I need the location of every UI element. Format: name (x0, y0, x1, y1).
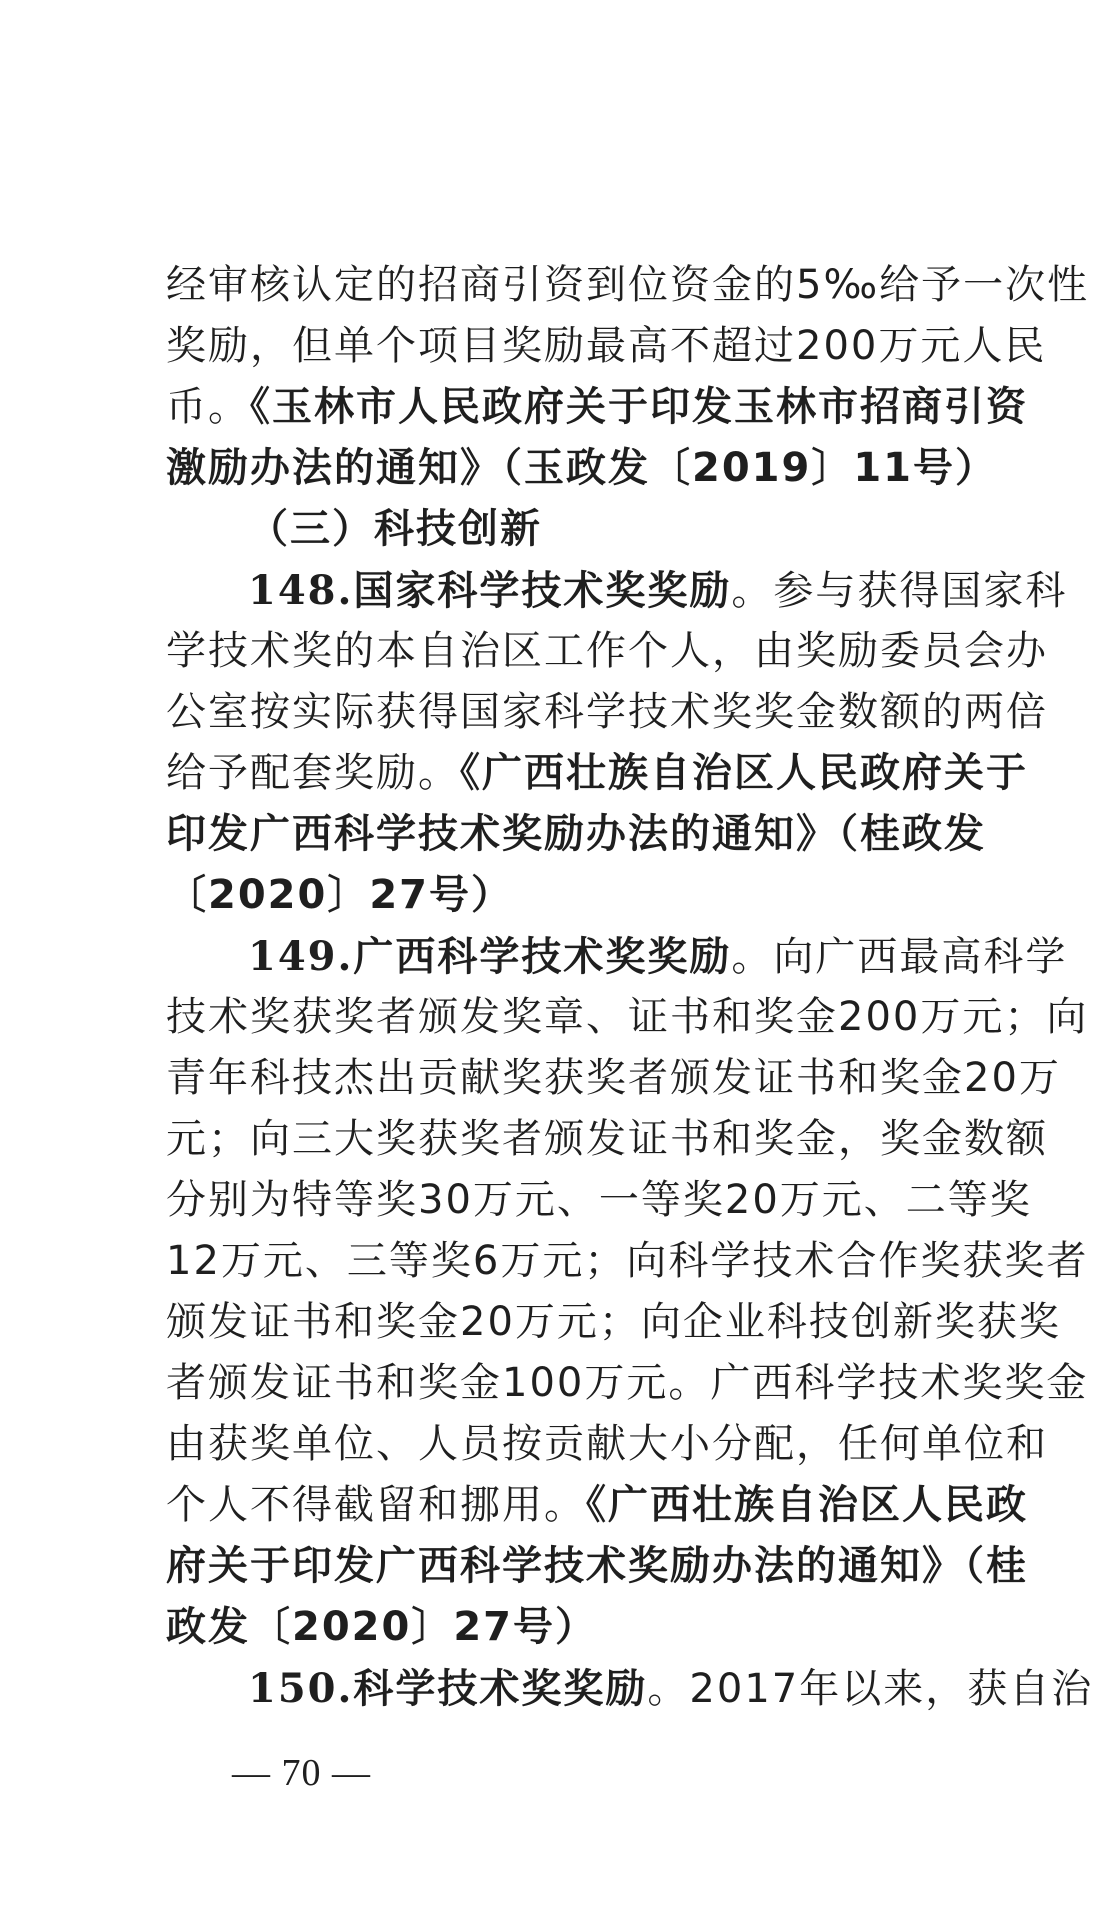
page-number: — 70 — (232, 1752, 371, 1794)
item-150: 150.科学技术奖奖励。2017年以来，获自治 (248, 1665, 1093, 1712)
policy-citation: 印发广西科学技术奖励办法的通知》（桂政发 (166, 811, 986, 857)
text-line: 由获奖单位、人员按贡献大小分配，任何单位和 (166, 1421, 1048, 1467)
policy-citation: 〔2020〕27号） (166, 872, 513, 918)
item-title: 150.科学技术奖奖励 (248, 1665, 648, 1712)
text-line: 颁发证书和奖金20万元；向企业科技创新奖获奖 (166, 1299, 1061, 1345)
text-line: 给予配套奖励。《广西壮族自治区人民政府关于 (166, 750, 1028, 796)
text-line: 公室按实际获得国家科学技术奖奖金数额的两倍 (166, 689, 1048, 735)
item-title: 148.国家科学技术奖奖励 (248, 567, 732, 614)
body-text (166, 255, 1093, 1719)
policy-citation: 激励办法的通知》（玉政发〔2019〕11号） (166, 445, 997, 491)
item-149: 149.广西科学技术奖奖励。向广西最高科学 (248, 933, 1068, 980)
section-heading: （三）科技创新 (248, 506, 542, 552)
text-line: 青年科技杰出贡献奖获奖者颁发证书和奖金20万 (166, 1055, 1061, 1101)
policy-citation: 府关于印发广西科学技术奖励办法的通知》（桂 (166, 1543, 1028, 1589)
policy-citation: 政发〔2020〕27号） (166, 1604, 597, 1650)
policy-citation: 《广西壮族自治区人民政 (586, 1482, 1028, 1528)
text-line: 学技术奖的本自治区工作个人，由奖励委员会办 (166, 628, 1048, 674)
policy-citation: 《玉林市人民政府关于印发玉林市招商引资 (250, 384, 1028, 430)
text-line: 元；向三大奖获奖者颁发证书和奖金，奖金数额 (166, 1116, 1048, 1162)
text-line: 12万元、三等奖6万元；向科学技术合作奖获奖者 (166, 1238, 1089, 1284)
text-line: 币。《玉林市人民政府关于印发玉林市招商引资 (166, 384, 1028, 430)
text-line: 奖励，但单个项目奖励最高不超过200万元人民 (166, 323, 1047, 369)
text-line: 技术奖获奖者颁发奖章、证书和奖金200万元；向 (166, 994, 1089, 1040)
text-line: 经审核认定的招商引资到位资金的5‰给予一次性 (166, 262, 1090, 308)
item-148: 148.国家科学技术奖奖励。参与获得国家科 (248, 567, 1068, 614)
item-title: 149.广西科学技术奖奖励 (248, 933, 732, 980)
text-line: 者颁发证书和奖金100万元。广西科学技术奖奖金 (166, 1360, 1089, 1406)
text-line: 个人不得截留和挪用。《广西壮族自治区人民政 (166, 1482, 1028, 1528)
text-line: 分别为特等奖30万元、一等奖20万元、二等奖 (166, 1177, 1032, 1223)
policy-citation: 《广西壮族自治区人民政府关于 (460, 750, 1028, 796)
